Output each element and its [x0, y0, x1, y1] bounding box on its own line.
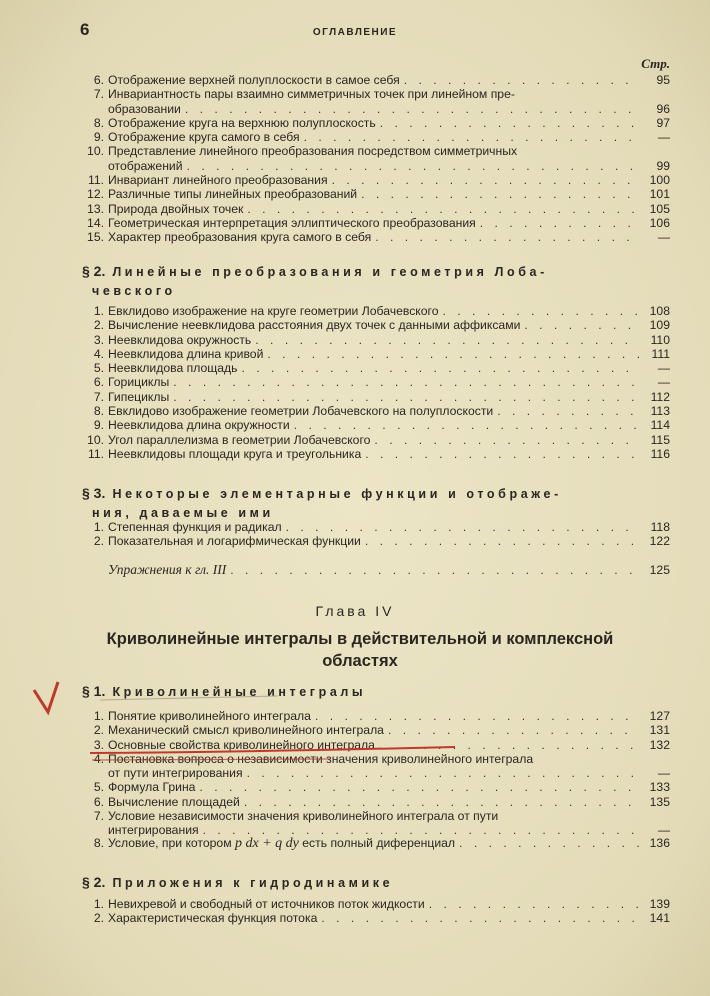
- section-heading-ch4-2: [82, 873, 672, 893]
- entry-number: 8.: [93, 404, 104, 419]
- toc-entry[interactable]: [82, 87, 670, 101]
- entry-title: Показательная и логарифмическая функции: [108, 534, 361, 549]
- page-ref: 135: [649, 794, 670, 809]
- entry-title: Различные типы линейных преобразований: [108, 187, 358, 202]
- entry-number: 5.: [93, 780, 104, 795]
- page-ref: —: [657, 823, 670, 838]
- page-ref: 127: [649, 709, 670, 723]
- running-title: ОГЛАВЛЕНИЕ: [312, 27, 398, 38]
- leader-dots: [404, 73, 640, 87]
- toc-entry[interactable]: [82, 433, 670, 447]
- entry-title: Евклидово изображение на круге геометрии Лобачевского: [108, 304, 439, 318]
- toc-list-sec3: [82, 520, 670, 549]
- section-title-cont: ния, даваемые ими: [92, 506, 274, 520]
- entry-number: 1.: [93, 304, 104, 318]
- section-title: Линейные преобразования и геометрия Лоба-: [112, 265, 548, 279]
- entry-number: 7.: [93, 809, 104, 824]
- entry-number: 4.: [93, 346, 104, 361]
- leader-dots: [380, 116, 640, 130]
- page-ref: 136: [649, 836, 670, 850]
- leader-dots: [315, 709, 640, 723]
- exercises-entry: [82, 563, 670, 577]
- chapter-title-line1: Криволинейные интегралы в действительной и комплексной: [106, 630, 614, 648]
- entry-number: 14.: [87, 215, 104, 230]
- leader-dots: [304, 130, 640, 144]
- toc-entry[interactable]: [82, 116, 670, 130]
- toc-entry-cont: [82, 766, 670, 780]
- entry-title: Неевклидова длина окружности: [108, 418, 290, 433]
- toc-entry[interactable]: [82, 73, 670, 87]
- toc-entry[interactable]: [82, 173, 670, 187]
- entry-title: Природа двойных точек: [108, 201, 244, 216]
- page-ref: 113: [650, 404, 670, 419]
- leader-dots: [247, 766, 640, 780]
- entry-title: Инвариантность пары взаимно симметричных точек при линейном пре-: [108, 87, 515, 102]
- leader-dots: [443, 304, 641, 318]
- section-number: § 3.: [82, 485, 106, 501]
- page-ref: 112: [650, 389, 670, 404]
- entry-number: 3.: [93, 332, 104, 347]
- leader-dots: [332, 173, 640, 187]
- toc-entry[interactable]: [82, 230, 670, 244]
- section-heading-ch4-1: [82, 682, 672, 702]
- entry-title-cont: интегрирования: [108, 823, 199, 838]
- toc-list-ch4-sec2: [82, 897, 670, 926]
- page-ref: 100: [649, 173, 670, 188]
- entry-title: Формула Грина: [108, 780, 196, 795]
- entry-title: Отображение круга на верхнюю полуплоскость: [108, 115, 376, 130]
- toc-entry-cont: [82, 159, 670, 173]
- toc-entry[interactable]: [82, 390, 670, 404]
- entry-title: Гипециклы: [108, 389, 170, 404]
- entry-number: 12.: [87, 187, 104, 202]
- leader-dots: [244, 795, 640, 809]
- toc-entry-8: [82, 836, 670, 851]
- formula: p dx + q dy: [234, 836, 299, 851]
- leader-dots: [247, 202, 640, 216]
- leader-dots: [173, 375, 640, 389]
- page-ref: 95: [656, 73, 670, 87]
- section-title: Криволинейные интегралы: [112, 685, 367, 699]
- toc-entry[interactable]: [82, 897, 670, 911]
- entry-number: 11.: [87, 446, 104, 461]
- leader-dots: [173, 390, 640, 404]
- section-number: § 1.: [82, 683, 106, 699]
- leader-dots: [388, 723, 640, 737]
- page-ref: 132: [649, 737, 670, 752]
- entry-title: Основные свойства криволинейного интеграла: [108, 737, 375, 752]
- section-heading-3: [82, 484, 672, 523]
- page-ref: 101: [649, 187, 670, 202]
- page-ref: 115: [650, 432, 670, 447]
- entry-title: Постановка вопроса о независимости значения криволинейного интеграла: [108, 751, 534, 766]
- leader-dots: [187, 159, 640, 173]
- toc-list-part1: [82, 73, 670, 245]
- entry-number: 15.: [87, 230, 104, 245]
- page-ref: —: [657, 230, 670, 245]
- leader-dots: [375, 230, 640, 244]
- entry-title: Отображение верхней полуплоскости в самое себя: [108, 73, 400, 87]
- page-column-label: Стр.: [641, 56, 670, 71]
- toc-entry[interactable]: [82, 187, 670, 201]
- toc-entry[interactable]: [82, 723, 670, 737]
- page-ref: 114: [650, 418, 670, 433]
- toc-entry[interactable]: [82, 216, 670, 230]
- leader-dots: [480, 216, 640, 230]
- entry-title: Вычисление площадей: [108, 794, 240, 809]
- toc-entry[interactable]: [82, 911, 670, 925]
- page-ref: 109: [649, 318, 670, 333]
- entry-title: Степенная функция и радикал: [108, 520, 282, 534]
- toc-entry[interactable]: [82, 534, 670, 548]
- leader-dots: [374, 433, 640, 447]
- toc-list-sec2: [82, 304, 670, 461]
- leader-dots: [286, 520, 640, 534]
- entry-number: 4.: [93, 751, 104, 766]
- entry-number: 10.: [87, 432, 104, 447]
- entry-title: Неевклидова площадь: [108, 361, 238, 376]
- toc-entry[interactable]: [82, 418, 670, 432]
- page-ref: —: [657, 130, 670, 145]
- page-number: 6: [80, 20, 90, 39]
- page-ref: 110: [650, 332, 670, 347]
- toc-entry[interactable]: [82, 202, 670, 216]
- entry-title-cont: от пути интегрирования: [108, 766, 243, 781]
- page-ref: 141: [649, 911, 670, 926]
- entry-number: 9.: [93, 418, 104, 433]
- leader-dots: [365, 447, 640, 461]
- toc-entry[interactable]: [82, 333, 670, 347]
- entry-title: Неевклидовы площади круга и треугольника: [108, 446, 362, 461]
- page-ref: 131: [649, 723, 670, 738]
- toc-entry[interactable]: [82, 520, 670, 534]
- toc-entry[interactable]: [82, 361, 670, 375]
- entry-number: 3.: [93, 737, 104, 752]
- page-ref: —: [657, 361, 670, 376]
- entry-number: 1.: [93, 709, 104, 723]
- leader-dots: [242, 361, 640, 375]
- page-ref: 133: [649, 780, 670, 795]
- leader-dots: [524, 318, 640, 332]
- entry-title: Характеристическая функция потока: [108, 911, 318, 926]
- leader-dots: [185, 102, 640, 116]
- entry-number: 6.: [93, 375, 104, 390]
- section-number: § 2.: [82, 263, 106, 279]
- entry-number: 6.: [93, 794, 104, 809]
- toc-list-ch4-sec1: [82, 709, 670, 838]
- entry-title: Евклидово изображение геометрии Лобачевского на полуплоскости: [108, 404, 494, 419]
- leader-dots: [361, 187, 640, 201]
- toc-entry[interactable]: [82, 709, 670, 723]
- entry-number: 2.: [93, 318, 104, 333]
- entry-number: 9.: [93, 130, 104, 145]
- entry-number: 7.: [93, 87, 104, 102]
- section-title-cont: чевского: [92, 284, 176, 298]
- entry-title: Инвариант линейного преобразования: [108, 173, 328, 188]
- toc-entry[interactable]: [82, 795, 670, 809]
- page-ref: 118: [650, 520, 670, 534]
- exercises-title: Упражнения к гл. III: [108, 562, 227, 577]
- page-ref: 122: [649, 534, 670, 549]
- entry-title: Угол параллелизма в геометрии Лобачевского: [108, 432, 371, 447]
- page-ref: 99: [656, 158, 670, 173]
- entry-title: Механический смысл криволинейного интеграла: [108, 723, 384, 738]
- toc-entry[interactable]: [82, 404, 670, 418]
- toc-entry[interactable]: [82, 318, 670, 332]
- entry-title: Невихревой и свободный от источников поток жидкости: [108, 897, 425, 911]
- toc-entry[interactable]: [82, 347, 670, 361]
- page-ref: 96: [656, 101, 670, 116]
- entry-number: 5.: [93, 361, 104, 376]
- entry-title: Характер преобразования круга самого в себя: [108, 230, 372, 245]
- leader-dots: [294, 418, 640, 432]
- leader-dots: [267, 347, 640, 361]
- entry-number: 8.: [93, 836, 104, 850]
- entry-number: 7.: [93, 389, 104, 404]
- entry-number: 8.: [93, 115, 104, 130]
- toc-entry[interactable]: [82, 144, 670, 158]
- leader-dots: [429, 897, 640, 911]
- toc-entry[interactable]: [82, 447, 670, 461]
- entry-title: [108, 836, 455, 851]
- chapter-title: [60, 628, 660, 672]
- page-ref: 116: [650, 446, 670, 461]
- entry-title-cont: отображений: [108, 158, 183, 173]
- entry-title: Условие независимости значения криволинейного интеграла от пути: [108, 809, 499, 824]
- entry-title: Отображение круга самого в себя: [108, 130, 300, 145]
- section-title: Некоторые элементарные функции и отображе-: [112, 487, 562, 501]
- leader-dots: [321, 911, 640, 925]
- page-ref: 111: [651, 346, 670, 361]
- toc-entry[interactable]: [82, 752, 670, 766]
- leader-dots: [497, 404, 640, 418]
- toc-entry[interactable]: [82, 738, 670, 752]
- leader-dots: [379, 738, 640, 752]
- entry-number: 1.: [93, 897, 104, 911]
- entry-title: Вычисление неевклидова расстояния двух точек с данными аффиксами: [108, 318, 521, 333]
- chapter-title-line2: областях: [322, 652, 398, 670]
- entry-number: 6.: [93, 73, 104, 87]
- entry-number: 10.: [87, 144, 104, 159]
- entry-title: Представление линейного преобразования посредством симметричных: [108, 144, 518, 159]
- section-number: § 2.: [82, 874, 106, 890]
- section-heading-2: [82, 262, 672, 301]
- toc-entry[interactable]: [82, 304, 670, 318]
- entry-title: Неевклидова длина кривой: [108, 346, 264, 361]
- toc-entry[interactable]: [82, 375, 670, 389]
- page-ref: 125: [649, 563, 670, 577]
- entry-number: 2.: [93, 534, 104, 549]
- entry-number: 1.: [93, 520, 104, 534]
- leader-dots: [365, 534, 640, 548]
- entry-text: Условие, при котором: [108, 836, 232, 850]
- toc-entry[interactable]: [82, 130, 670, 144]
- entry-title: Геометрическая интерпретация эллиптического преобразования: [108, 215, 476, 230]
- toc-entry[interactable]: [82, 780, 670, 794]
- entry-number: 2.: [93, 723, 104, 738]
- page-ref: —: [657, 375, 670, 390]
- entry-title: Понятие криволинейного интеграла: [108, 709, 311, 723]
- entry-number: 13.: [87, 201, 104, 216]
- toc-entry-cont: [82, 102, 670, 116]
- entry-title: Горициклы: [108, 375, 170, 390]
- toc-entry[interactable]: [82, 809, 670, 823]
- page-ref: —: [657, 766, 670, 781]
- entry-title-cont: образовании: [108, 101, 181, 116]
- leader-dots: [255, 333, 640, 347]
- page-ref: 105: [649, 201, 670, 216]
- entry-number: 11.: [87, 173, 104, 188]
- entry-number: 2.: [93, 911, 104, 926]
- page-ref: 97: [656, 115, 670, 130]
- leader-dots: [199, 780, 640, 794]
- entry-text: есть полный диференциал: [302, 836, 456, 850]
- section-title: Приложения к гидродинамике: [112, 876, 394, 890]
- page-ref: 108: [649, 304, 670, 318]
- chapter-label: Глава IV: [315, 603, 395, 619]
- entry-title: Неевклидова окружность: [108, 332, 252, 347]
- page-ref: 139: [649, 897, 670, 911]
- page-ref: 106: [649, 215, 670, 230]
